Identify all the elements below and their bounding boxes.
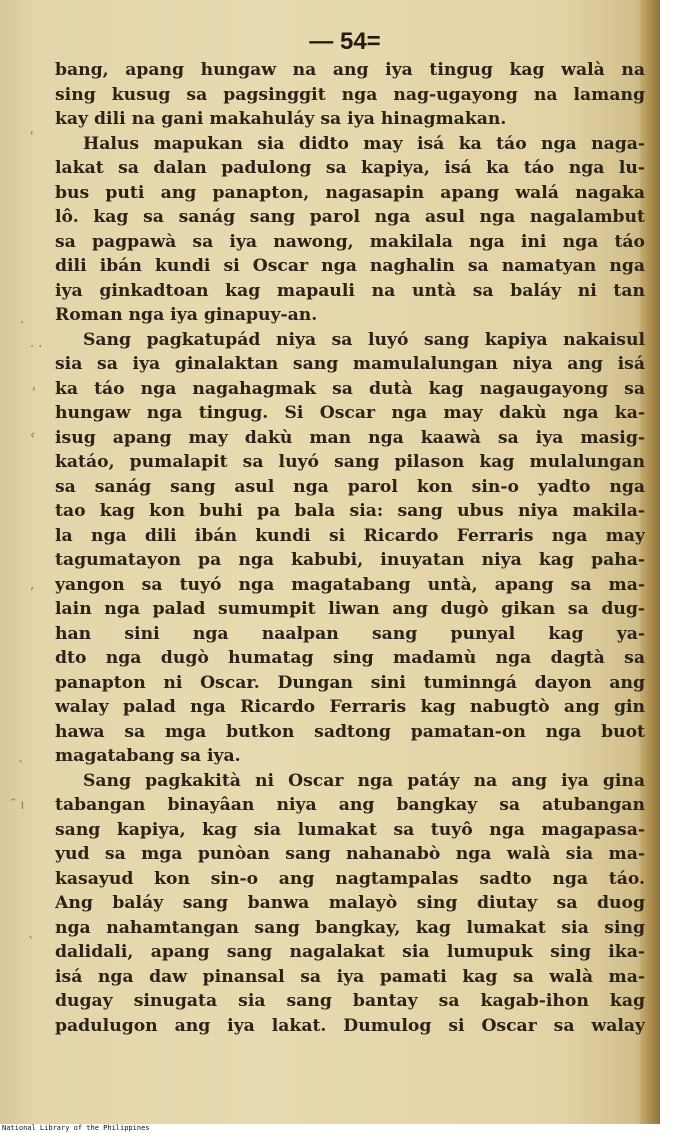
library-credit: National Library of the Philippines [2,1124,150,1132]
body-text [55,58,645,1038]
text-line: nga nahamtangan sang bangkay, kag lumakat sia sing [55,917,645,938]
margin-marks [0,0,50,1124]
text-line: Sang pagkatupád niya sa luyó sang kapiya nakaisul [83,329,645,350]
margin-mark: . [20,312,25,327]
margin-mark: , [32,378,37,393]
text-line: han sini nga naalpan sang punyal kag ya- [55,623,645,644]
text-line: dili ibán kundi si Oscar nga naghalin sa namatyan nga [55,256,645,276]
text-line: hawa sa mga butkon sadtong pamatan-on nga buot [55,721,645,742]
text-line: sa pagpawà sa iya nawong, makilala nga ini nga táo [55,231,645,252]
text-line: hungaw nga tingug. Si Oscar nga may dakù nga ka- [55,403,645,423]
margin-mark: ‹ [30,428,36,443]
text-line: isá nga daw pinansal sa iya pamati kag sa walà ma- [55,966,645,987]
text-line: lô. kag sa sanág sang parol nga asul nga nagalambut [55,207,645,227]
text-line: iya ginkadtoan kag mapauli na untà sa baláy ni tan [55,280,645,301]
text-line: tao kag kon buhi pa bala sia: sang ubus niya makila- [55,501,645,521]
text-line: bang, apang hungaw na ang iya tingug kag walà na [55,60,645,80]
text-line: tagumatayon pa nga kabubi, inuyatan niya kag paha- [55,550,645,570]
text-line: dugay sinugata sia sang bantay sa kagab-ihon kag [55,991,645,1011]
text-line: panapton ni Oscar. Dungan sini tuminngá dayon ang [55,672,645,693]
margin-mark: ' [30,130,34,145]
margin-mark: . . [30,336,43,351]
text-line: sang kapiya, kag sia lumakat sa tuyô nga magapasa- [55,819,645,840]
text-line: sing kusug sa pagsinggit nga nag-ugayong na lamang [55,84,645,105]
text-line: lakat sa dalan padulong sa kapiya, isá ka táo nga lu- [55,158,645,178]
text-line: katáo, pumalapit sa luyó sang pilason kag mulalungan [55,452,645,472]
text-line: Sang pagkakità ni Oscar nga patáy na ang iya gina [83,770,645,791]
text-line: la nga dili ibán kundi si Ricardo Ferraris nga may [55,525,645,546]
text-line: ka táo nga nagahagmak sa dutà kag nagaugayong sa [55,378,645,399]
page-number: — 54= [309,28,381,55]
text-line: magatabang sa iya. [55,746,241,766]
text-line: yangon sa tuyó nga magatabang untà, apang sa ma- [55,574,645,595]
text-line: bus puti ang panapton, nagasapin apang walá nagaka [55,182,645,203]
text-line: dalidali, apang sang nagalakat sia lumupuk sing ika- [55,942,645,962]
text-line: dto nga dugò humatag sing madamù nga dagtà sa [55,648,645,668]
text-line: yud sa mga punòan sang nahanabò nga walà sia ma- [55,844,645,864]
text-line: Halus mapukan sia didto may isá ka táo nga naga- [83,133,645,154]
text-line: Roman nga iya ginapuy-an. [55,305,318,325]
text-line: tabangan binayâan niya ang bangkay sa atubangan [55,795,645,815]
text-line: walay palad nga Ricardo Ferraris kag nabugtò ang gin [55,697,645,717]
text-line: sia sa iya ginalaktan sang mamulalungan niya ang isá [55,354,645,374]
text-line: lain nga palad sumumpit liwan ang dugò gikan sa dug- [55,599,645,619]
margin-mark: ` [28,936,35,951]
text-line: sa sanág sang asul nga parol kon sin-o yadto nga [55,476,645,497]
margin-mark: , [30,578,35,593]
text-line: isug apang may dakù man nga kaawà sa iya masig- [55,427,645,448]
text-line: padulugon ang iya lakat. Dumulog si Oscar sa walay [55,1015,645,1036]
text-line: Ang baláy sang banwa malayò sing diutay sa duog [55,893,645,913]
margin-mark: ` [18,760,25,775]
text-line: kay dili na gani makahuláy sa iya hinagmakan. [55,109,507,129]
text-line: kasayud kon sin-o ang nagtampalas sadto nga táo. [55,868,645,889]
margin-mark: ˜ ı [10,798,25,813]
